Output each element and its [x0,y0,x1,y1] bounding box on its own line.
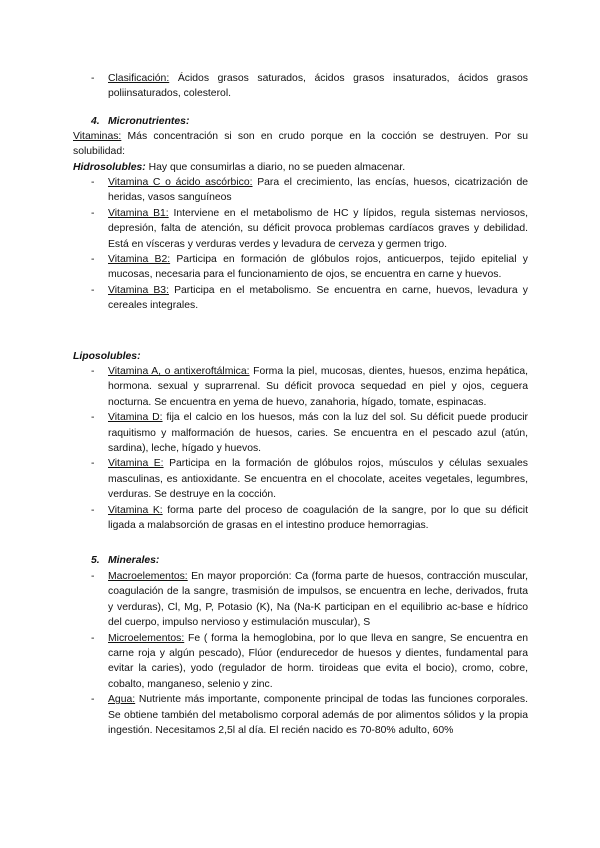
hydrosoluble-text: Hay que consumirlas a diario, no se pueden almacenar. [145,162,406,173]
item-label: Vitamina B2: [108,254,171,266]
list-item: - Vitamina A, o antixeroftálmica: Forma la piel, mucosas, dientes, huesos, enzima hepática, hormona. sexual y suprarrenal. Su déficit provoca sequedad en piel y ojos, ceguera nocturna. Se encuentra en yema de huevo, zanahoria, hígado, tomate, espinacas. [91,366,528,408]
list-item: - Agua: Nutriente más importante, componente principal de todas las funciones corporales. Se obtiene también del metabolismo corporal además de por alimentos sólidos y la propia ingestión. Necesitamos 2,5l al día. El recién nacido es 70-80% adulto, 60% [91,694,528,737]
item-label: Vitamina B3: [108,284,169,296]
item-label: Vitamina C o ácido ascórbico: [108,177,253,188]
liposoluble-heading [0,349,600,364]
item-text: Forma la piel, mucosas, dientes, huesos, enzima hepática, hormona. sexual y suprarrenal. Su déficit provoca sequedad en piel y ojos, ceguera nocturna. Se encuentra en yema de huevo, zanahoria, hígado, tomate, espinacas. [108,366,528,408]
item-text: En mayor proporción: Ca (forma parte de huesos, contracción muscular, coagulación de la sangre, trasmisión de impulsos, se encuentra en leche, derivados, fruta y verduras), Cl, Mg, P, Potasio (K), Na (Na-K participan en el equilibrio ac-base e hídrico del cuerpo, impulso nervioso y estimulación muscular), S [108,571,528,629]
item-label: Agua: [108,694,136,706]
liposoluble-list [0,364,600,533]
list-item: - Microelementos: Fe ( forma la hemoglobina, por lo que lleva en sangre, Se encuentra en carne roja y algún pescado), Flúor (endurecedor de huesos y dientes, fundamental para evitar la caries), yodo (regulador de horm. tiroideas que evita el bocio), cromo, cobre, cobalto, manganeso, selenio y zinc. [91,632,528,690]
list-item: - Vitamina C o ácido ascórbico: Para el crecimiento, las encías, huesos, cicatrización de heridas, vasos sanguíneos [91,177,529,204]
list-item: - Macroelementos: En mayor proporción: Ca (forma parte de huesos, contracción muscular, coagulación de la sangre, trasmisión de impulsos, se encuentra en leche, derivados, fruta y verduras), Cl, Mg, P, Potasio (K), Na (Na-K participan en el equilibrio ac-base e hídrico del cuerpo, impulso nervioso y estimulación muscular), S [91,571,528,629]
list-item: - Vitamina K: forma parte del proceso de coagulación de la sangre, por lo que su déficit ligada a malabsorción de grasas en el intestino produce hemorragias. [91,504,528,532]
item-label: Macroelementos: [108,571,188,582]
item-text: Participa en la formación de glóbulos rojos, músculos y células sexuales masculinas, es antioxidante. Se encuentra en el chocolate, aceites vegetales, legumbres, verduras. Se destruye en la cocción. [108,458,528,501]
item-text: Participa en el metabolismo. Se encuentra en carne, huevos, levadura y cereales integrales. [108,284,528,312]
vitamins-intro [0,129,600,160]
item-text: Ácidos grasos saturados, ácidos grasos insaturados, ácidos grasos poliinsaturados, colesterol. [108,73,528,100]
item-label: Vitamina A, o antixeroftálmica: [108,366,250,377]
item-label: Vitamina D: [108,412,163,424]
liposoluble-label: Liposolubles: [73,351,141,362]
item-label: Clasificación: [108,73,170,84]
item-label: Microelementos: [108,632,185,644]
item-text: Para el crecimiento, las encías, huesos, cicatrización de heridas, vasos sanguíneos [108,177,529,204]
list-item: - Clasificación: Ácidos grasos saturados, ácidos grasos insaturados, ácidos grasos poliinsaturados, colesterol. [91,73,528,100]
minerals-list [0,569,600,738]
item-text: Interviene en el metabolismo de HC y lípidos, regula sistemas nerviosos, depresión, falta de atención, su déficit provoca problemas cardíacos graves y debilidad. Está en vísceras y verduras verdes y levadura de cerveza y germen trigo. [108,207,528,250]
section-title: Micronutrientes: [108,116,190,127]
section-number: 4. [91,116,100,127]
item-text: Participa en formación de glóbulos rojos, anticuerpos, tejido epitelial y mucosas, necesaria para el funcionamiento de ojos, se encuentra en carne y huevos. [108,254,528,281]
list-item: - Vitamina B2: Participa en formación de glóbulos rojos, anticuerpos, tejido epitelial y mucosas, necesaria para el funcionamiento de ojos, se encuentra en carne y huevos. [91,254,528,281]
minerals-heading [0,553,600,568]
list-item: - Vitamina B3: Participa en el metabolismo. Se encuentra en carne, huevos, levadura y cereales integrales. [91,284,528,312]
micronutrients-heading [0,114,600,129]
list-item: - Vitamina D: fija el calcio en los huesos, más con la luz del sol. Su déficit puede producir raquitismo y malformación de huesos, caries. Se encuentra en el pescado azul (atún, sardina), leche, hígado y huevos. [91,412,528,455]
vitamins-label: Vitaminas: [73,131,122,142]
hydrosoluble-label: Hidrosolubles: [73,162,146,173]
item-text: Fe ( forma la hemoglobina, por lo que lleva en sangre, Se encuentra en carne roja y algún pescado), Flúor (endurecedor de huesos y dientes, fundamental para evitar la caries), yodo (regulador de horm. tiroideas que evita el bocio), cromo, cobre, cobalto, manganeso, selenio y zinc. [108,632,528,690]
item-text: fija el calcio en los huesos, más con la luz del sol. Su déficit puede producir raquitismo y malformación de huesos, caries. Se encuentra en el pescado azul (atún, sardina), leche, hígado y huevos. [108,412,528,455]
list-item: - Vitamina B1: Interviene en el metabolismo de HC y lípidos, regula sistemas nerviosos, depresión, falta de atención, su déficit provoca problemas cardíacos graves y debilidad. Está en vísceras y verduras verdes y levadura de cerveza y germen trigo. [91,207,528,250]
item-label: Vitamina E: [108,458,164,470]
vitamins-text: Más concentración si son en crudo porque en la cocción se destruyen. Por su solubilidad: [73,131,528,158]
item-label: Vitamina K: [108,504,163,516]
item-text: Nutriente más importante, componente principal de todas las funciones corporales. Se obtiene también del metabolismo corporal además de por alimentos sólidos y la propia ingestión. Necesitamos 2,5l al día. El recién nacido es 70-80% adulto, 60% [108,694,528,737]
list-item: - Vitamina E: Participa en la formación de glóbulos rojos, músculos y células sexuales masculinas, es antioxidante. Se encuentra en el chocolate, aceites vegetales, legumbres, verduras. Se destruye en la cocción. [91,458,528,501]
item-text: forma parte del proceso de coagulación de la sangre, por lo que su déficit ligada a malabsorción de grasas en el intestino produce hemorragias. [108,504,528,532]
hydrosoluble-intro [0,160,600,175]
item-label: Vitamina B1: [108,207,169,219]
classification-block [0,71,600,102]
hydrosoluble-list [0,175,600,314]
section-title: Minerales: [108,555,160,566]
section-number: 5. [91,555,100,566]
